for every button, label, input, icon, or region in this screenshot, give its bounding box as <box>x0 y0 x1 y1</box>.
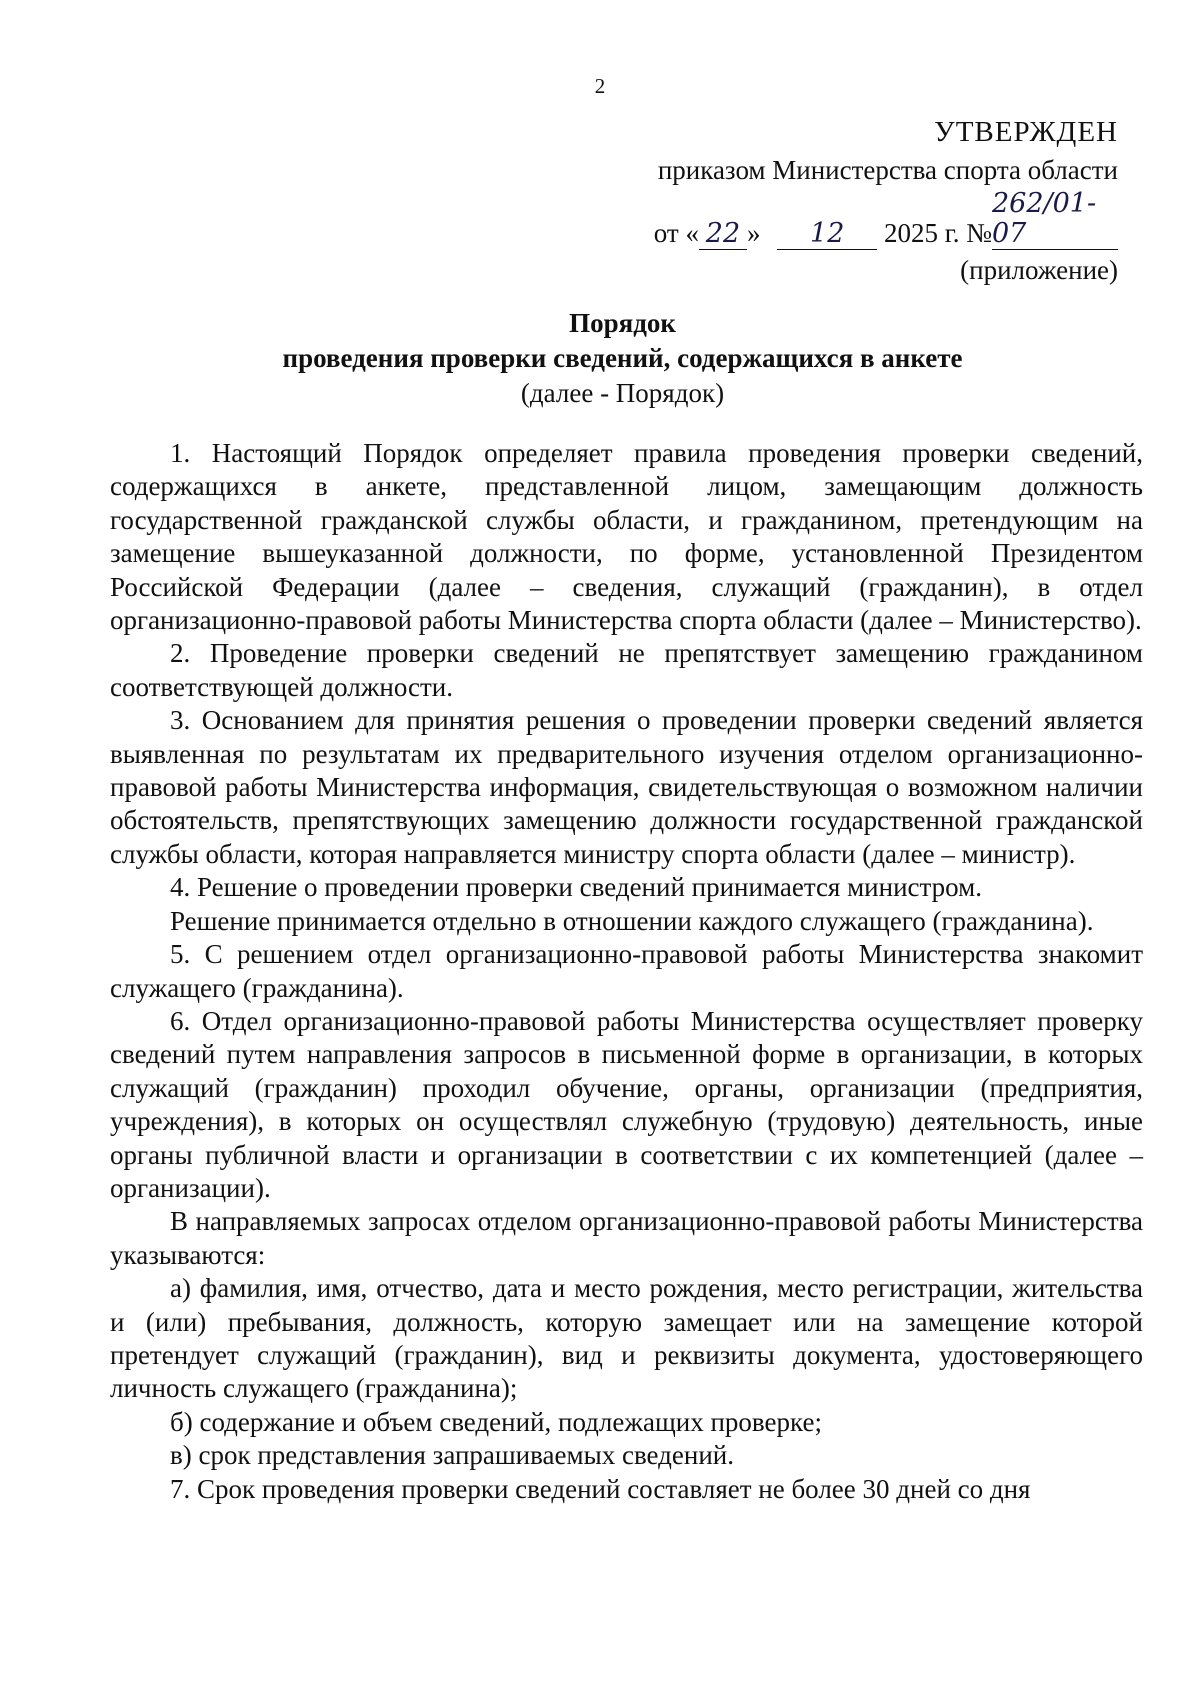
paragraph-4: 4. Решение о проведении проверки сведений принимается министром. <box>170 872 982 903</box>
approval-annex: (приложение) <box>960 255 1118 285</box>
list-item-a: а) фамилия, имя, отчество, дата и место рождения, место регистрации, жительства и (или) пребывания, должность, которую замещает или на замещение которой претендует служащий (гражданин), вид и реквизиты документа, удостоверяющего личность служащего (гражданина); <box>110 1273 1143 1404</box>
date-prefix: от « <box>653 218 699 248</box>
handwritten-day: 22 <box>699 219 747 250</box>
paragraph-7: 7. Срок проведения проверки сведений составляет не более 30 дней со дня <box>170 1473 1031 1504</box>
page-number: 2 <box>594 74 606 98</box>
list-item-c: в) срок представления запрашиваемых сведений. <box>170 1440 734 1471</box>
document-title <box>100 306 1145 411</box>
paragraph-4-continued: Решение принимается отдельно в отношении каждого служащего (гражданина). <box>170 905 1094 936</box>
paragraph-3: 3. Основанием для принятия решения о проведении проверки сведений является выявленная по результатам их предварительного изучения отделом организационно-правовой работы Министерства информация, свидетельствующая о возможном наличии обстоятельств, препятствующих замещению должности государственной гражданской службы области, которая направляется министру спорта области (далее – министр). <box>110 705 1143 869</box>
title-line-1: Порядок <box>569 308 676 338</box>
year-text: 2025 г. № <box>883 218 992 248</box>
paragraph-6: 6. Отдел организационно-правовой работы Министерства осуществляет проверку сведений путем направления запросов в письменной форме в организации, в которых служащий (гражданин) проходил обучение, органы, организации (предприятия, учреждения), в которых он осуществлял служебную (трудовую) деятельность, иные органы публичной власти и организации в соответствии с их компетенцией (далее – организации). <box>110 1005 1143 1203</box>
paragraph-6-continued: В направляемых запросах отделом организационно-правовой работы Министерства указываются: <box>110 1206 1143 1270</box>
paragraph-2: 2. Проведение проверки сведений не препятствует замещению гражданином соответствующей должности. <box>110 638 1143 702</box>
paragraph-1: 1. Настоящий Порядок определяет правила проведения проверки сведений, содержащихся в анкете, представленной лицом, замещающим должность государственной гражданской службы области, и гражданином, претендующим на замещение вышеуказанной должности, по форме, установленной Президентом Российской Федерации (далее – сведения, служащий (гражданин), в отдел организационно-правовой работы Министерства спорта области (далее – Министерство). <box>110 438 1143 636</box>
handwritten-order-number: 262/01-07 <box>992 189 1118 250</box>
paragraph-5: 5. С решением отдел организационно-правовой работы Министерства знакомит служащего (гражданина). <box>110 939 1143 1003</box>
handwritten-month: 12 <box>777 219 877 250</box>
approval-date-line <box>518 189 1118 252</box>
approval-stamp-block <box>518 112 1118 289</box>
title-line-3: (далее - Порядок) <box>520 378 725 408</box>
document-body <box>110 437 1143 1506</box>
list-item-b: б) содержание и объем сведений, подлежащих проверке; <box>170 1406 822 1437</box>
approval-issuer: приказом Министерства спорта области <box>657 155 1118 185</box>
title-line-2: проведения проверки сведений, содержащихся в анкете <box>282 343 963 373</box>
approval-heading: УТВЕРЖДЕН <box>934 116 1118 148</box>
date-mid: » <box>746 218 761 248</box>
